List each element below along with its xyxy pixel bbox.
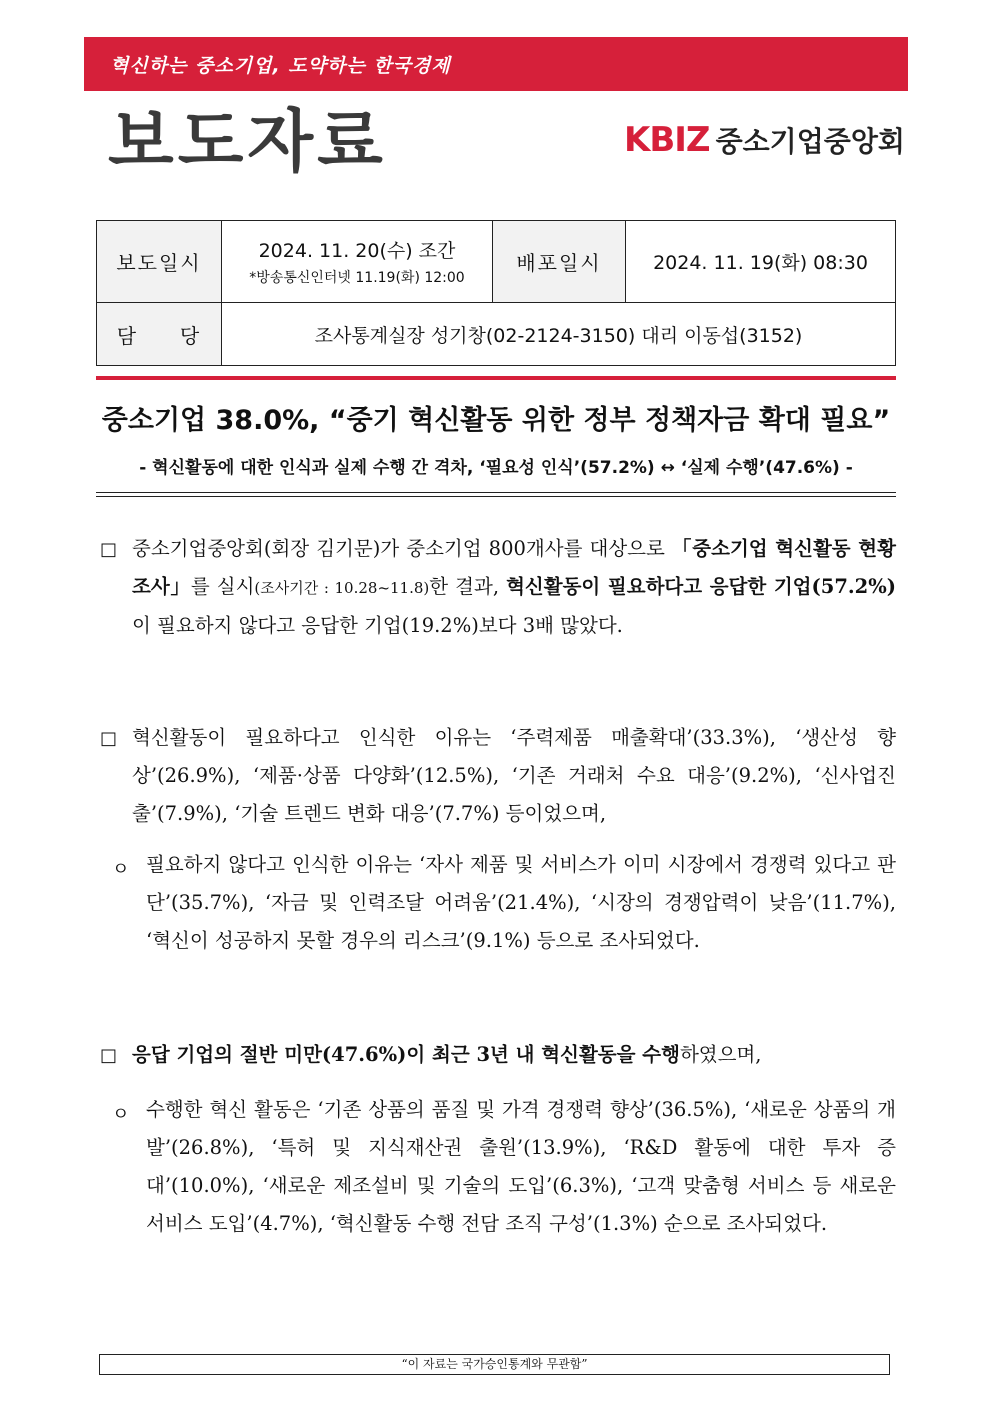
release-date-value: 2024. 11. 20(수) 조간 (258, 240, 456, 262)
paragraph-performed-activities (132, 1036, 896, 1074)
release-date-cell (222, 221, 493, 303)
p4-key-finding: 응답 기업의 절반 미만(47.6%)이 최근 3년 내 혁신활동을 수행 (132, 1043, 680, 1066)
square-bullet: □ (100, 1045, 118, 1066)
subheadline: - 혁신활동에 대한 인식과 실제 수행 간 격차, ‘필요성 인식’(57.2%) ↔ ‘실제 수행’(47.6%) - (139, 458, 853, 478)
p1-text-a: 중소기업중앙회(회장 김기문)가 중소기업 800개사를 대상으로 (132, 537, 672, 560)
distribute-date-label: 배포일시 (493, 221, 626, 303)
paragraph-reasons-needed: 혁신활동이 필요하다고 인식한 이유는 ‘주력제품 매출확대’(33.3%), ‘생산성 향상’(26.9%), ‘제품·상품 다양화’(12.5%), ‘기존 거래처 수요 대응’(9.2%), ‘신사업진출’(7.9%), ‘기술 트렌드 변화 대응’(7.7%) 등이었으며, (132, 726, 896, 825)
double-divider (96, 492, 896, 497)
distribute-date-value: 2024. 11. 19(화) 08:30 (626, 221, 896, 303)
p1-text-e: 한 결과, (429, 575, 507, 598)
kbiz-logo (624, 118, 905, 162)
paragraph-survey-overview (132, 530, 896, 645)
statistics-disclaimer: “이 자료는 국가승인통계와 무관함” (99, 1354, 890, 1375)
p1-survey-period: (조사기간 : 10.28~11.8) (254, 579, 430, 597)
logo-name: 중소기업중앙회 (715, 125, 905, 158)
p1-text-g: 이 필요하지 않다고 응답한 기업(19.2%)보다 3배 많았다. (132, 614, 623, 637)
square-bullet: □ (100, 728, 118, 749)
circle-bullet: ㅇ (112, 859, 130, 880)
headline: 중소기업 38.0%, “중기 혁신활동 위한 정부 정책자금 확대 필요” (101, 405, 891, 436)
document-type-title: 보도자료 (108, 103, 387, 182)
broadcast-release-note: *방송통신인터넷 11.19(화) 12:00 (249, 270, 465, 286)
slogan-banner (84, 37, 908, 91)
square-bullet: □ (100, 539, 118, 560)
logo-mark: KBIZ (624, 120, 710, 160)
contact-value: 조사통계실장 성기창(02-2124-3150) 대리 이동섭(3152) (222, 303, 896, 366)
paragraph-reasons-not-needed: 필요하지 않다고 인식한 이유는 ‘자사 제품 및 서비스가 이미 시장에서 경쟁력 있다고 판단’(35.7%), ‘자금 및 인력조달 어려움’(21.4%), ‘시장의 경쟁압력이 낮음’(11.7%), ‘혁신이 성공하지 못할 경우의 리스크’(9.1%) 등으로 조사되었다. (146, 853, 896, 952)
release-date-label: 보도일시 (97, 221, 222, 303)
contact-label: 담 당 (97, 303, 222, 366)
p1-key-finding: 혁신활동이 필요하다고 응답한 기업(57.2%) (506, 575, 896, 598)
slogan-text: 혁신하는 중소기업, 도약하는 한국경제 (110, 55, 451, 77)
release-info-table (96, 220, 896, 366)
p4-text-b: 하였으며, (679, 1043, 762, 1066)
paragraph-activity-types: 수행한 혁신 활동은 ‘기존 상품의 품질 및 가격 경쟁력 향상’(36.5%), ‘새로운 상품의 개발’(26.8%), ‘특허 및 지식재산권 출원’(13.9%), ‘R&D 활동에 대한 투자 증대’(10.0%), ‘새로운 제조설비 및 기술의 도입’(6.3%), ‘고객 맞춤형 서비스 등 새로운 서비스 도입’(4.7%), ‘혁신활동 수행 전담 조직 구성’(1.3%) 순으로 조사되었다. (146, 1098, 896, 1235)
red-divider (96, 376, 896, 380)
circle-bullet: ㅇ (112, 1104, 130, 1125)
p1-text-c: 를 실시 (190, 575, 255, 598)
p1-survey-title: 「중소기업 혁신활동 현황 조사」 (132, 537, 896, 598)
